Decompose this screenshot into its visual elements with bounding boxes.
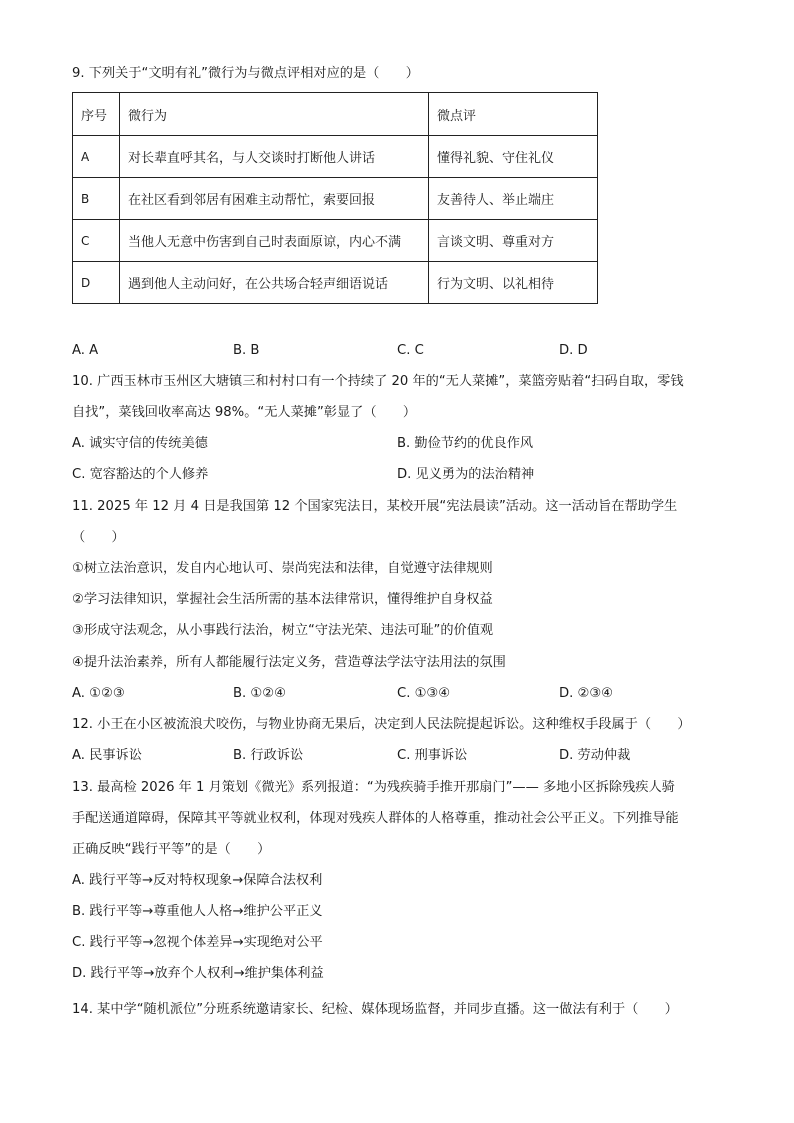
q10-stem-line-2: 自找”，菜钱回收率高达 98%。“无人菜摊”彰显了（ ） <box>72 405 417 420</box>
q10-options-row-2 <box>72 465 732 485</box>
header-cell-index: 序号 <box>73 93 120 136</box>
q11-item-4: ④提升法治素养，所有人都能履行法定义务，营造尊法学法守法用法的氛围 <box>72 655 506 670</box>
option-a[interactable]: A. 民事诉讼 <box>72 748 142 763</box>
header-cell-behavior: 微行为 <box>120 93 429 136</box>
table-row <box>73 136 598 178</box>
option-a[interactable]: A. A <box>72 343 99 358</box>
row-index: B <box>73 178 120 220</box>
row-comment: 友善待人、举止端庄 <box>429 178 598 220</box>
option-c[interactable]: C. 刑事诉讼 <box>397 748 468 763</box>
option-d[interactable]: D. 见义勇为的法治精神 <box>397 467 535 482</box>
q13-stem-line-2: 手配送通道障碍，保障其平等就业权利，体现对残疾人群体的人格尊重，推动社会公平正义。下列推导能 <box>72 811 679 826</box>
row-behavior: 对长辈直呼其名，与人交谈时打断他人讲话 <box>120 136 429 178</box>
row-comment: 行为文明、以礼相待 <box>429 262 598 304</box>
row-behavior: 遇到他人主动问好，在公共场合轻声细语说话 <box>120 262 429 304</box>
header-cell-comment: 微点评 <box>429 93 598 136</box>
q13-option-b[interactable]: B. 践行平等→尊重他人人格→维护公平正义 <box>72 904 323 919</box>
q11-item-3: ③形成守法观念，从小事践行法治，树立“守法光荣、违法可耻”的价值观 <box>72 623 494 638</box>
q10-stem-line-1: 10. 广西玉林市玉州区大塘镇三和村村口有一个持续了 20 年的“无人菜摊”，菜篮旁贴着“扫码自取，零钱 <box>72 374 684 389</box>
option-d[interactable]: D. ②③④ <box>559 686 614 701</box>
row-behavior: 当他人无意中伤害到自己时表面原谅，内心不满 <box>120 220 429 262</box>
option-b[interactable]: B. B <box>233 343 260 358</box>
q11-item-2: ②学习法律知识，掌握社会生活所需的基本法律常识，懂得维护自身权益 <box>72 592 493 607</box>
option-c[interactable]: C. 宽容豁达的个人修养 <box>72 467 209 482</box>
row-index: A <box>73 136 120 178</box>
q12-options <box>72 746 732 766</box>
option-b[interactable]: B. 行政诉讼 <box>233 748 304 763</box>
option-c[interactable]: C. C <box>397 343 424 358</box>
table-header-row <box>73 93 598 136</box>
q13-option-a[interactable]: A. 践行平等→反对特权现象→保障合法权利 <box>72 873 323 888</box>
q13-stem-line-3: 正确反映“践行平等”的是（ ） <box>72 842 271 857</box>
q9-stem: 9. 下列关于“文明有礼”微行为与微点评相对应的是（ ） <box>72 66 419 81</box>
q11-item-1: ①树立法治意识，发自内心地认可、崇尚宪法和法律，自觉遵守法律规则 <box>72 561 493 576</box>
q11-stem-line-1: 11. 2025 年 12 月 4 日是我国第 12 个国家宪法日，某校开展“宪法晨读”活动。这一活动旨在帮助学生 <box>72 499 678 514</box>
q9-options <box>72 341 732 361</box>
row-comment: 言谈文明、尊重对方 <box>429 220 598 262</box>
option-a[interactable]: A. 诚实守信的传统美德 <box>72 436 208 451</box>
table-row <box>73 262 598 304</box>
option-b[interactable]: B. 勤俭节约的优良作风 <box>397 436 534 451</box>
q11-stem-line-2: （ ） <box>72 530 125 545</box>
q12-stem: 12. 小王在小区被流浪犬咬伤，与物业协商无果后，决定到人民法院提起诉讼。这种维权手段属于（ ） <box>72 717 691 732</box>
q11-options <box>72 684 732 704</box>
row-comment: 懂得礼貌、守住礼仪 <box>429 136 598 178</box>
row-index: D <box>73 262 120 304</box>
option-b[interactable]: B. ①②④ <box>233 686 286 701</box>
q13-option-d[interactable]: D. 践行平等→放弃个人权利→维护集体利益 <box>72 966 324 981</box>
row-behavior: 在社区看到邻居有困难主动帮忙，索要回报 <box>120 178 429 220</box>
q13-option-c[interactable]: C. 践行平等→忽视个体差异→实现绝对公平 <box>72 935 323 950</box>
option-d[interactable]: D. D <box>559 343 588 358</box>
q10-options-row-1 <box>72 434 732 454</box>
q13-stem-line-1: 13. 最高检 2026 年 1 月策划《微光》系列报道：“为残疾骑手推开那扇门”—— 多地小区拆除残疾人骑 <box>72 780 675 795</box>
q14-stem: 14. 某中学“随机派位”分班系统邀请家长、纪检、媒体现场监督，并同步直播。这一做法有利于（ ） <box>72 1002 678 1017</box>
row-index: C <box>73 220 120 262</box>
option-d[interactable]: D. 劳动仲裁 <box>559 748 631 763</box>
table-row <box>73 220 598 262</box>
q9-table <box>72 92 598 304</box>
option-c[interactable]: C. ①③④ <box>397 686 451 701</box>
option-a[interactable]: A. ①②③ <box>72 686 125 701</box>
table-row <box>73 178 598 220</box>
